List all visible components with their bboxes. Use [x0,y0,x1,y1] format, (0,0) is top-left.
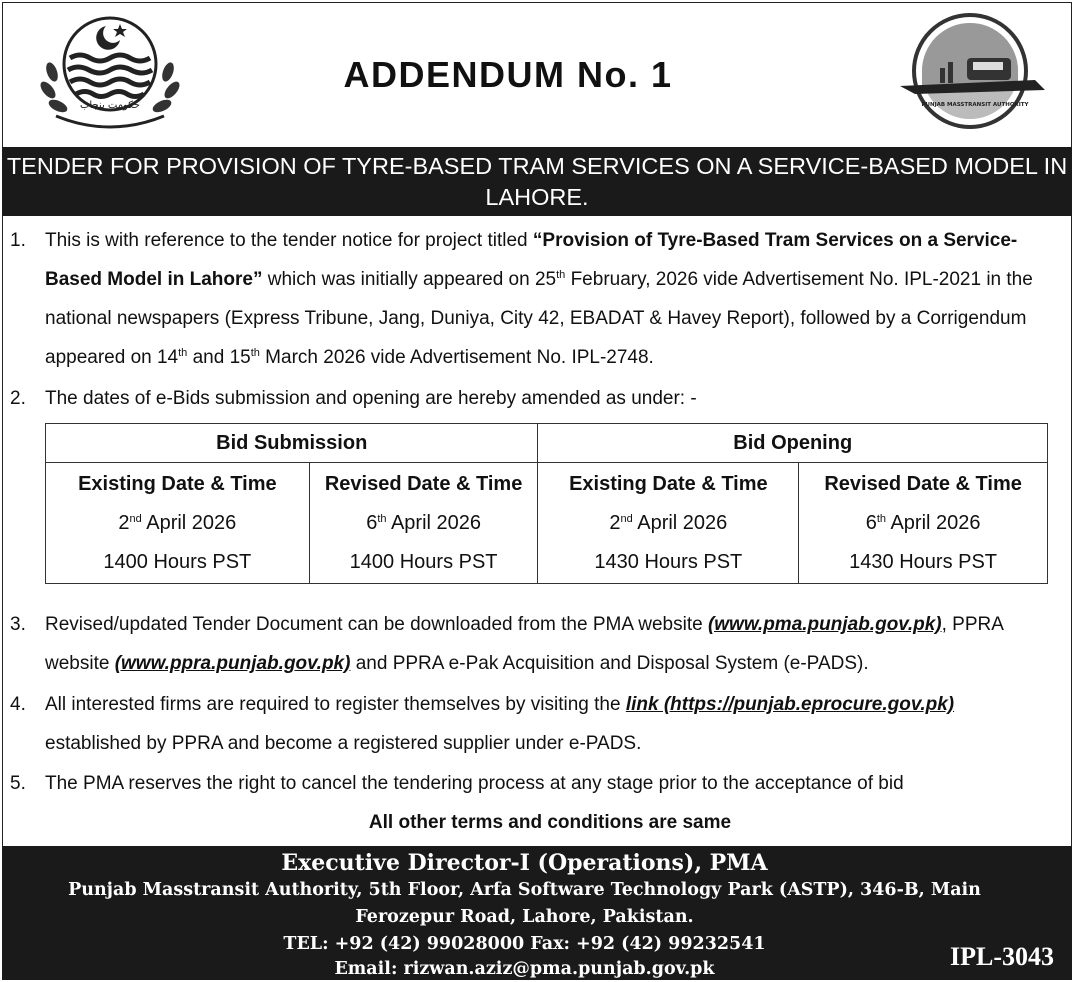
tender-title-band [2,147,1072,216]
date-value: 6th April 2026 [366,511,482,534]
date-value: 2nd April 2026 [609,511,728,534]
table-column [46,463,310,584]
bid-dates-table [45,423,1048,584]
item-4-paragraph [45,685,1055,763]
time-value: 1430 Hours PST [849,550,998,573]
date-value: 2nd April 2026 [118,511,237,534]
item-1-line4: appeared on 14th and 15th March 2026 vide Advertisement No. IPL-2748. [45,347,654,368]
column-header: Revised Date & Time [324,472,523,495]
table-column [538,463,799,584]
bid-opening-header: Bid Opening [538,424,1048,463]
time-value: 1400 Hours PST [349,550,498,573]
item-2-paragraph: The dates of e-Bids submission and opening are hereby amended as under: - [45,388,697,409]
pma-website-link[interactable]: (www.pma.punjab.gov.pk) [707,614,942,635]
item-3-line1: Revised/updated Tender Document can be downloaded from the PMA website (www.pma.punjab.gov.pk), PPRA [45,614,1004,635]
ppra-website-link[interactable]: (www.ppra.punjab.gov.pk) [114,653,351,674]
column-header: Revised Date & Time [824,472,1022,495]
item-3-paragraph [45,605,1055,683]
pma-logo-text: PUNJAB MASSTRANSIT AUTHORITY [921,102,1029,108]
footer-band [2,846,1072,980]
pma-logo-icon [895,10,1045,132]
column-header: Existing Date & Time [569,472,768,495]
emblem-script: حکومت پنجاب [80,100,140,111]
time-value: 1400 Hours PST [103,550,252,573]
item-1-line2: Based Model in Lahore” which was initially appeared on 25th February, 2026 vide Advertisement No. IPL-2021 in the [45,269,1033,290]
item-1-number: 1. [10,230,26,251]
item-3-line2: website (www.ppra.punjab.gov.pk) and PPRA e-Pak Acquisition and Disposal System (e-PADS). [45,653,869,674]
item-4-line2: established by PPRA and become a registered supplier under e-PADS. [45,733,642,754]
item-4-line1: All interested firms are required to register themselves by visiting the link (https://punjab.eprocure.gov.pk) [45,694,955,715]
footer-designation: Executive Director-I (Operations), PMA [281,850,768,876]
footer-address-line2: Ferozepur Road, Lahore, Pakistan. [355,907,694,927]
item-5-paragraph: The PMA reserves the right to cancel the tendering process at any stage prior to the acceptance of bid [45,773,904,794]
page-title: ADDENDUM No. 1 [343,54,673,95]
tender-title-line1: TENDER FOR PROVISION OF TYRE-BASED TRAM SERVICES ON A SERVICE-BASED MODEL IN [6,153,1068,179]
item-5-number: 5. [10,773,26,794]
column-header: Existing Date & Time [78,472,277,495]
item-1-line3: national newspapers (Express Tribune, Jang, Duniya, City 42, EBADAT & Havey Report), followed by a Corrigendum [45,308,1027,329]
footer-phone: TEL: +92 (42) 99028000 Fax: +92 (42) 99232541 [283,934,766,954]
footer-email: Email: rizwan.aziz@pma.punjab.gov.pk [334,959,715,979]
table-column [799,463,1048,584]
date-value: 6th April 2026 [865,511,981,534]
tender-title-line2: LAHORE. [485,184,589,210]
item-2-number: 2. [10,388,26,409]
time-value: 1430 Hours PST [594,550,743,573]
bid-submission-header: Bid Submission [46,424,538,463]
item-1-paragraph [45,221,1055,377]
eprocure-registration-link[interactable]: link (https://punjab.eprocure.gov.pk) [625,694,955,715]
item-3-number: 3. [10,614,26,635]
table-column [309,463,538,584]
closing-statement: All other terms and conditions are same [368,812,732,833]
item-1-line1: This is with reference to the tender notice for project titled “Provision of Tyre-Based Tram Services on a Service- [45,230,1018,251]
footer-address-line1: Punjab Masstransit Authority, 5th Floor, Arfa Software Technology Park (ASTP), 346-B, Main [68,880,981,900]
ipl-reference: IPL-3043 [950,942,1054,971]
item-4-number: 4. [10,694,26,715]
